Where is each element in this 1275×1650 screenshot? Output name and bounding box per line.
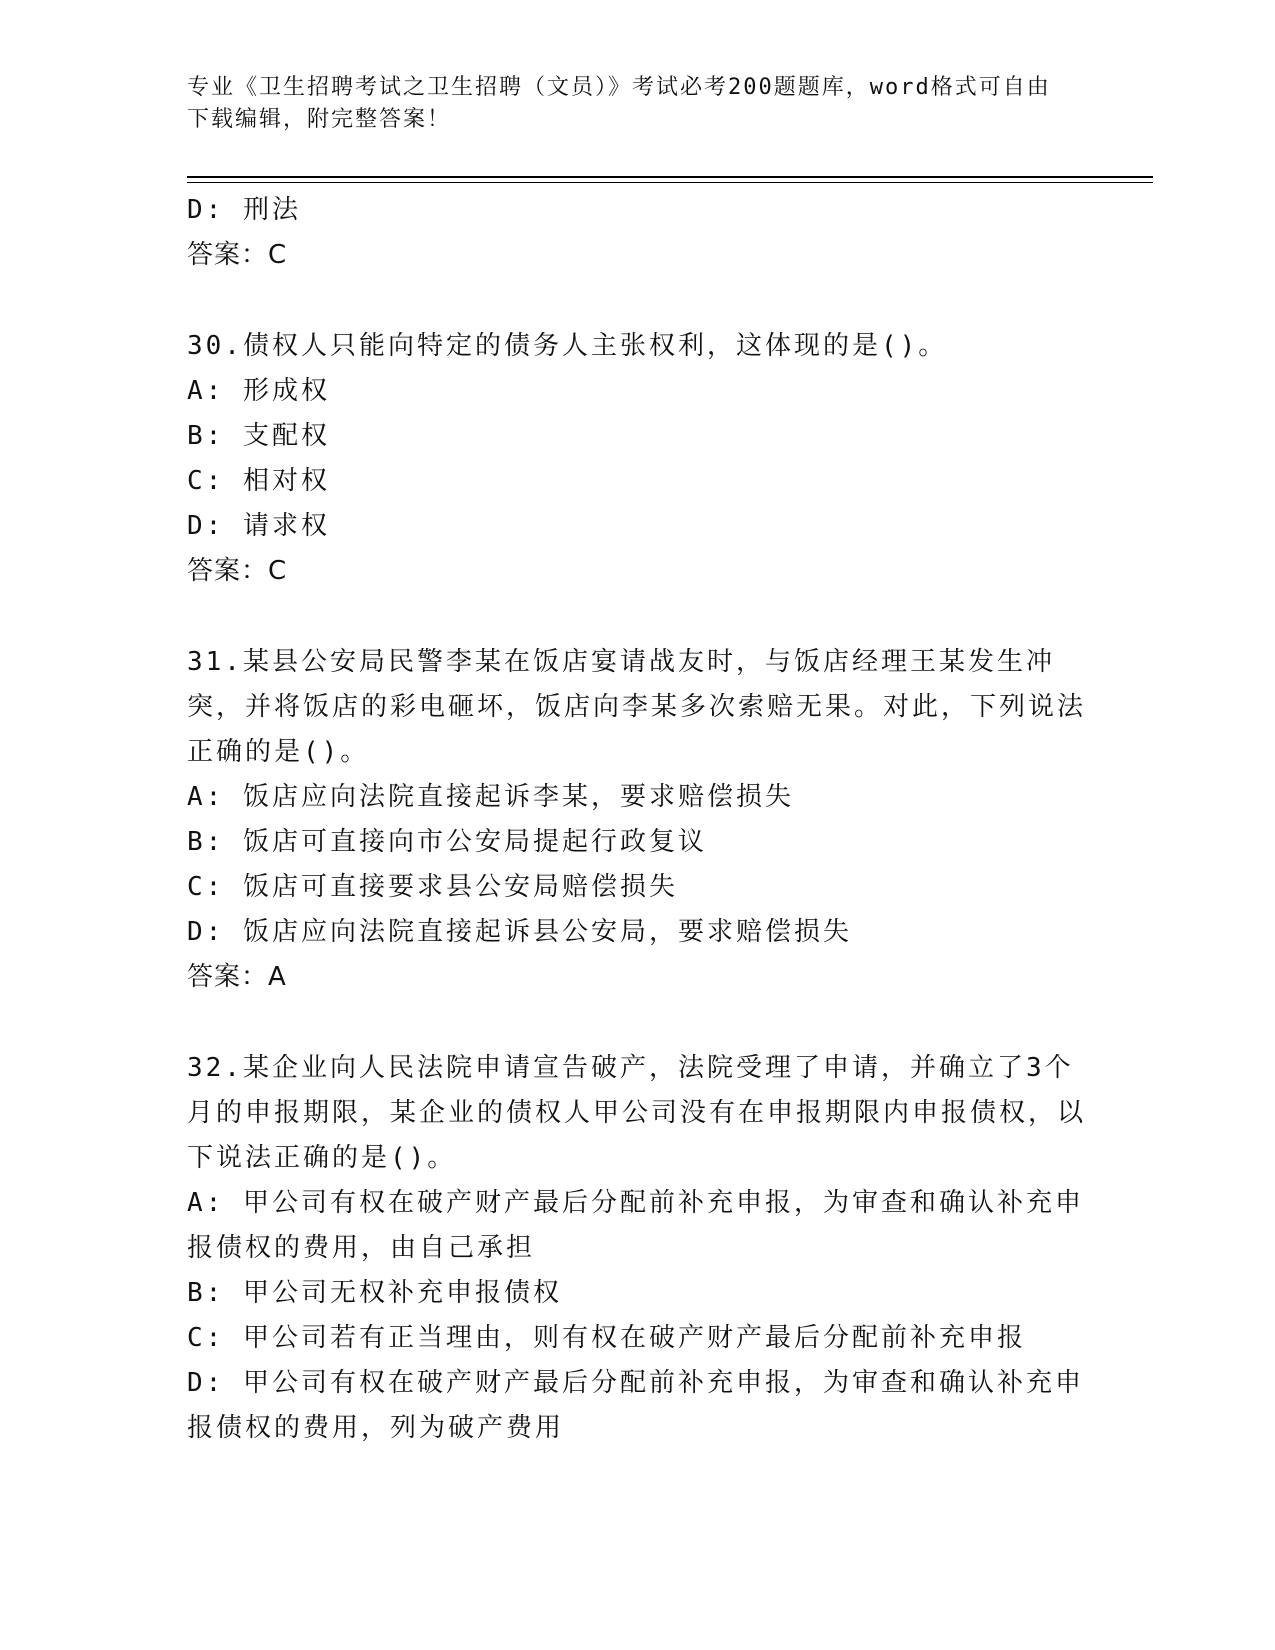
question-content xyxy=(187,188,1087,1451)
question-option: B: 支配权 xyxy=(187,421,330,451)
question-option: D: 甲公司有权在破产财产最后分配前补充申报，为审查和确认补充申报债权的费用，列为破产费用 xyxy=(187,1368,1084,1443)
header-rule-thick xyxy=(187,176,1153,178)
document-header: 专业《卫生招聘考试之卫生招聘（文员）》考试必考200题题库，word格式可自由下载编辑，附完整答案！ xyxy=(187,75,1051,132)
question-answer: 答案：A xyxy=(187,962,287,992)
question-answer: 答案：C xyxy=(187,556,288,586)
question-option: A: 形成权 xyxy=(187,376,330,406)
prev-option-d: D: 刑法 xyxy=(187,195,301,225)
question-option: C: 甲公司若有正当理由，则有权在破产财产最后分配前补充申报 xyxy=(187,1323,1026,1353)
question-32 xyxy=(187,1046,1087,1451)
question-option: D: 饭店应向法院直接起诉县公安局，要求赔偿损失 xyxy=(187,917,852,947)
question-option: B: 甲公司无权补充申报债权 xyxy=(187,1278,562,1308)
prev-answer: 答案：C xyxy=(187,240,288,270)
question-option: C: 饭店可直接要求县公安局赔偿损失 xyxy=(187,872,678,902)
question-stem: 30.债权人只能向特定的债务人主张权利，这体现的是()。 xyxy=(187,331,948,361)
question-option: A: 甲公司有权在破产财产最后分配前补充申报，为审查和确认补充申报债权的费用，由自己承担 xyxy=(187,1188,1084,1263)
question-stem: 32.某企业向人民法院申请宣告破产，法院受理了申请，并确立了3个月的申报期限，某企业的债权人甲公司没有在申报期限内申报债权，以下说法正确的是()。 xyxy=(187,1053,1087,1173)
question-option: C: 相对权 xyxy=(187,466,330,496)
question-31 xyxy=(187,640,1087,1000)
question-stem: 31.某县公安局民警李某在饭店宴请战友时，与饭店经理王某发生冲突，并将饭店的彩电砸坏，饭店向李某多次索赔无果。对此，下列说法正确的是()。 xyxy=(187,647,1087,767)
question-option: A: 饭店应向法院直接起诉李某，要求赔偿损失 xyxy=(187,782,794,812)
question-30 xyxy=(187,324,1087,594)
header-rule-thin xyxy=(187,182,1153,183)
question-option: D: 请求权 xyxy=(187,511,330,541)
question-option: B: 饭店可直接向市公安局提起行政复议 xyxy=(187,827,707,857)
